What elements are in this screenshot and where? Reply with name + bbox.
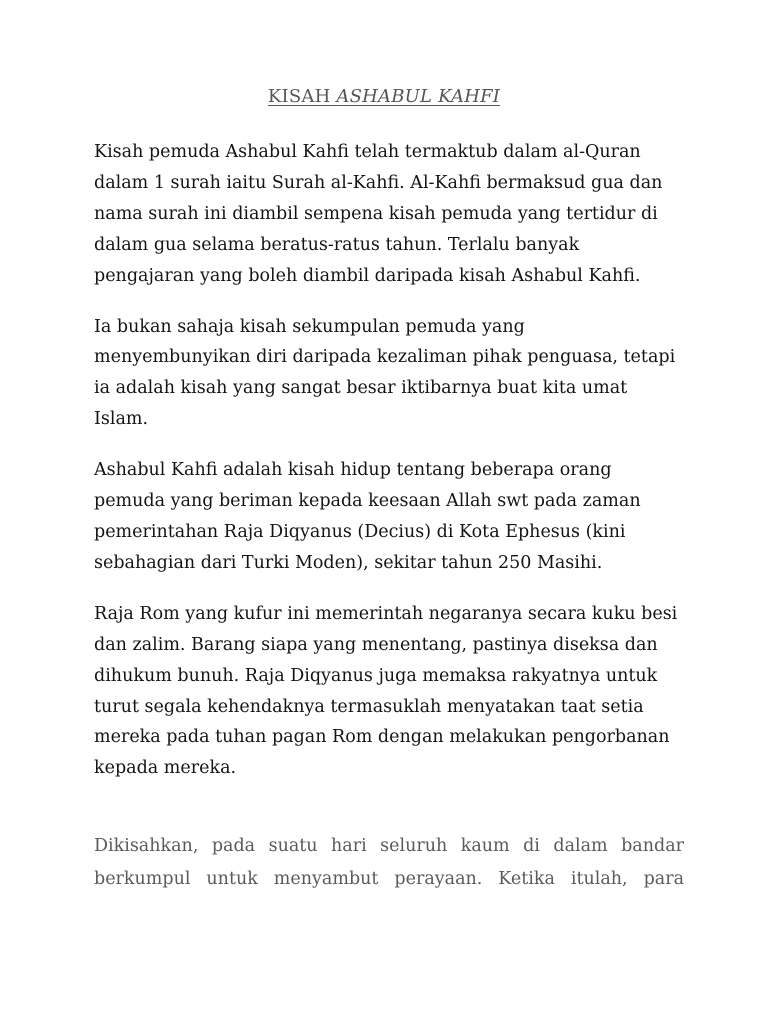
paragraph-1: Kisah pemuda Ashabul Kahfi telah termaktub dalam al-Quran dalam 1 surah iaitu Surah al-Kahfi. Al-Kahfi bermaksud gua dan nama surah ini diambil sempena kisah pemuda yang tertidur di dalam gua selama beratus-ratus tahun. Terlalu banyak pengajaran yang boleh diambil daripada kisah Ashabul Kahfi.	[94, 142, 663, 286]
paragraph-4: Raja Rom yang kufur ini memerintah negaranya secara kuku besi dan zalim. Barang siapa yang menentang, pastinya diseksa dan dihukum bunuh. Raja Diqyanus juga memaksa rakyatnya untuk turut segala kehendaknya termasuklah menyatakan taat setia mereka pada tuhan pagan Rom dengan melakukan pengorbanan kepada mereka.	[94, 603, 678, 779]
paragraph-2: Ia bukan sahaja kisah sekumpulan pemuda yang menyembunyikan diri daripada kezaliman pihak penguasa, tetapi ia adalah kisah yang sangat besar iktibarnya buat kita umat Islam.	[94, 316, 676, 430]
document-title	[0, 86, 768, 107]
paragraph-3: Ashabul Kahfi adalah kisah hidup tentang beberapa orang pemuda yang beriman kepada keesaan Allah swt pada zaman pemerintahan Raja Diqyanus (Decius) di Kota Ephesus (kini sebahagian dari Turki Moden), sekitar tahun 250 Masihi.	[94, 460, 641, 573]
document-body	[94, 137, 684, 916]
title-italic: ASHABUL KAHFI	[336, 86, 501, 107]
paragraph-5: Dikisahkan, pada suatu hari seluruh kaum di dalam bandar berkumpul untuk menyambut perayaan. Ketika itulah, para	[94, 836, 684, 890]
title-plain: KISAH	[267, 86, 337, 107]
